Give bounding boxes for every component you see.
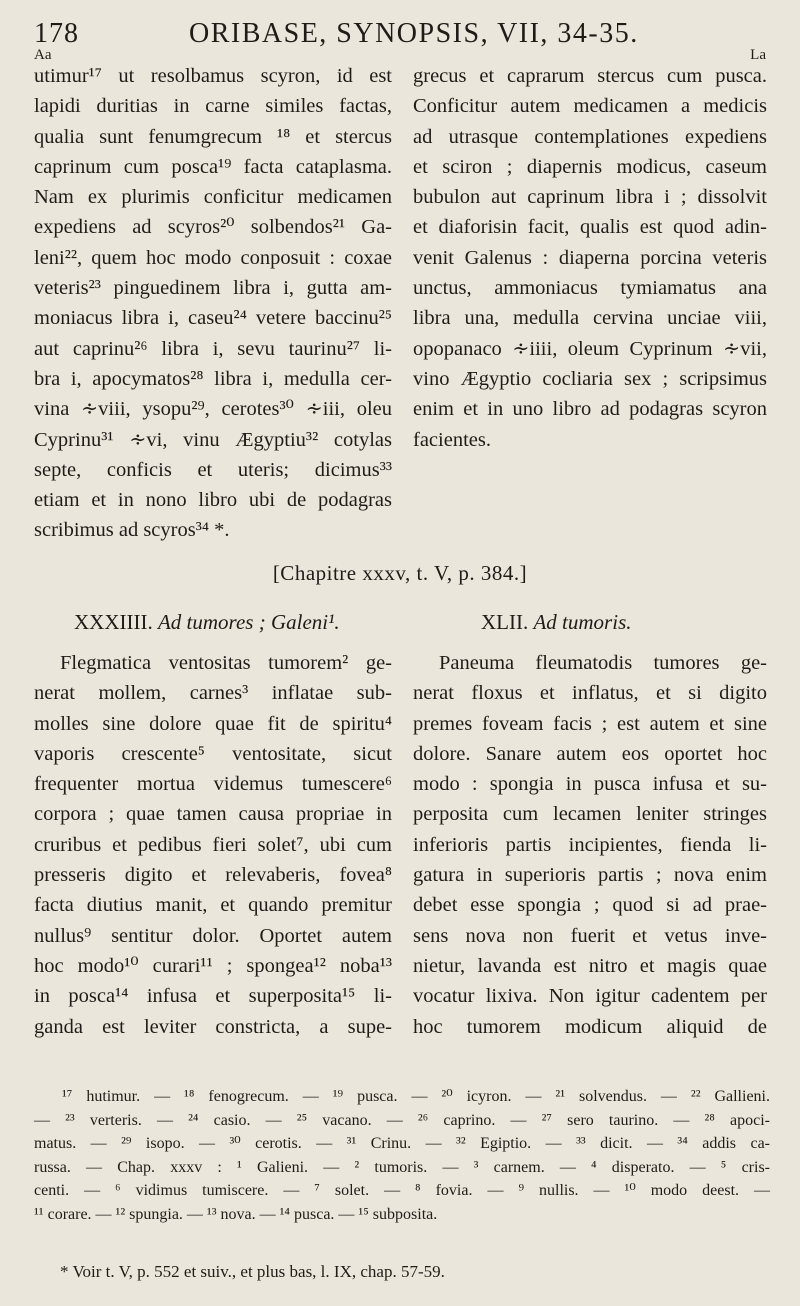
text-line: Flegmatica ventositas tumorem² ge- <box>60 652 392 674</box>
text-line: ganda est leviter constricta, a supe- <box>34 1015 392 1038</box>
text-line: Nam ex plurimis conficitur medicamen <box>34 186 392 209</box>
text-line: aut caprinu²⁶ libra i, sevu taurinu²⁷ li- <box>34 337 392 360</box>
text-line: vocatur lixiva. Non igitur cadentem per <box>413 985 767 1008</box>
text-line: in posca¹⁴ infusa et superposita¹⁵ li- <box>34 985 392 1008</box>
text-line: leni²², quem hoc modo conposuit : coxae <box>34 246 392 269</box>
page-header <box>34 14 770 54</box>
text-line: Paneuma fleumatodis tumores ge- <box>439 652 767 674</box>
note-line: centi. — ⁶ vidimus tumiscere. — ⁷ solet. — ⁸ fovia. — ⁹ nullis. — ¹⁰ modo deest. — <box>34 1182 770 1200</box>
text-line: facta diutius manit, et quando premitur <box>34 894 392 917</box>
page-number: 178 <box>34 18 79 49</box>
text-line: gatura in superioris partis ; nova enim <box>413 864 767 887</box>
note-line: russa. — Chap. xxxv : ¹ Galieni. — ² tumoris. — ³ carnem. — ⁴ disperato. — ⁵ cris- <box>34 1158 770 1176</box>
text-line: hoc modo¹⁰ curari¹¹ ; spongea¹² noba¹³ <box>34 954 392 977</box>
left-section-title: Ad tumores ; Galeni¹. <box>157 610 340 634</box>
text-line: etiam et in nono libro ubi de podagras <box>34 489 392 512</box>
bottom-right-column <box>413 648 767 1042</box>
text-line: debet esse spongia ; quod si ad prae- <box>413 894 767 917</box>
note-line: matus. — ²⁹ isopo. — ³⁰ cerotis. — ³¹ Crinu. — ³² Egiptio. — ³³ dicit. — ³⁴ addis ca- <box>34 1135 770 1153</box>
text-line: qualia sunt fenumgrecum ¹⁸ et stercus <box>34 125 392 148</box>
note-line: ¹⁷ hutimur. — ¹⁸ fenogrecum. — ¹⁹ pusca. — ²⁰ icyron. — ²¹ solvendus. — ²² Gallieni. <box>62 1088 770 1105</box>
top-right-column <box>413 61 767 455</box>
text-line: septe, conficis et uteris; dicimus³³ <box>34 458 392 481</box>
text-line: caprinum cum posca¹⁹ facta cataplasma. <box>34 155 392 178</box>
text-line: frequenter mortua videmus tumescere⁶ <box>34 773 392 796</box>
text-line: ad utrasque contemplationes expediens <box>413 125 767 148</box>
footnote: * Voir t. V, p. 552 et suiv., et plus bas, l. IX, chap. 57-59. <box>60 1262 445 1281</box>
text-line: enim et in uno libro ad podagras scyron <box>413 398 767 421</box>
note-line: — ²³ verteris. — ²⁴ casio. — ²⁵ vacano. — ²⁶ caprino. — ²⁷ sero taurino. — ²⁸ apoci- <box>34 1111 770 1129</box>
text-line: dolore. Sanare autem eos oportet hoc <box>413 742 767 765</box>
text-line: opopanaco ∻iiii, oleum Cyprinum ∻vii, <box>413 337 767 360</box>
text-line: vaporis crescente⁵ ventositate, sicut <box>34 742 392 765</box>
text-line: corpora ; quae tamen causa propriae in <box>34 803 392 826</box>
note-line: ¹¹ corare. — ¹² spungia. — ¹³ nova. — ¹⁴ pusca. — ¹⁵ subposita. <box>34 1205 438 1223</box>
top-left-column <box>34 61 392 546</box>
text-line: venit Galenus : diaperna porcina veteris <box>413 246 767 269</box>
text-line: perposita cum lecamen leniter stringes <box>413 803 767 826</box>
text-line: nerat floxus et inflatus, et si digito <box>413 682 767 705</box>
right-section-number: XLII. <box>481 610 529 634</box>
right-section-title: Ad tumoris. <box>533 610 632 634</box>
apparatus-notes <box>34 1085 770 1227</box>
text-line: Cyprinu³¹ ∻vi, vinu Ægyptiu³² cotylas <box>34 428 392 451</box>
text-line: nerat mollem, carnes³ inflatae sub- <box>34 682 392 705</box>
text-line: scribimus ad scyros³⁴ *. <box>34 519 230 542</box>
text-line: facientes. <box>413 428 491 451</box>
text-line: inferioris partis incipientes, fienda li- <box>413 833 767 856</box>
text-line: molles sine dolore quae fit de spiritu⁴ <box>34 712 392 735</box>
text-line: hoc tumorem modicum aliquid de <box>413 1015 767 1038</box>
text-line: et diaforisin facit, qualis est quod adin- <box>413 216 767 239</box>
text-line: bubulon aut caprinum libra i ; dissolvit <box>413 186 767 209</box>
bottom-left-column <box>34 648 392 1042</box>
chapter-heading: [Chapitre xxxv, t. V, p. 384.] <box>272 561 528 585</box>
text-line: sens nova non fuerit et vetus inve- <box>413 924 767 947</box>
text-line: bra i, apocymatos²⁸ libra i, medulla cer- <box>34 367 392 390</box>
text-line: vino Ægyptio cocliaria sex ; scripsimus <box>413 367 767 390</box>
left-column-tag: Aa <box>34 47 52 63</box>
right-column-tag: La <box>750 47 766 63</box>
text-line: expediens ad scyros²⁰ solbendos²¹ Ga- <box>34 216 392 239</box>
text-line: vina ∻viii, ysopu²⁹, cerotes³⁰ ∻iii, oleu <box>34 398 392 421</box>
text-line: unctus, ammoniacus tymiamatus ana <box>413 277 767 300</box>
text-line: moniacus libra i, caseu²⁴ vetere baccinu²⁵ <box>34 307 392 330</box>
text-line: grecus et caprarum stercus cum pusca. <box>413 65 767 87</box>
text-line: Conficitur autem medicamen a medicis <box>413 95 767 118</box>
text-line: veteris²³ pinguedinem libra i, gutta am- <box>34 277 392 300</box>
text-line: cruribus et pedibus fieri solet⁷, ubi cum <box>34 833 392 856</box>
right-section-heading <box>481 610 632 635</box>
text-line: et sciron ; diapernis modicus, caseum <box>413 155 767 178</box>
text-line: libra una, medulla cervina unciae viii, <box>413 307 767 330</box>
text-line: presseris digito et relevaberis, fovea⁸ <box>34 864 392 887</box>
text-line: lapidi duritias in carne similes factas, <box>34 95 392 118</box>
left-section-number: XXXIIII. <box>74 610 153 634</box>
left-section-heading <box>74 610 340 635</box>
text-line: utimur¹⁷ ut resolbamus scyron, id est <box>34 65 392 87</box>
text-line: nietur, lavanda est nitro et magis quae <box>413 954 767 977</box>
text-line: modo : spongia in pusca infusa et su- <box>413 773 767 796</box>
text-line: nullus⁹ sentitur dolor. Oportet autem <box>34 924 392 947</box>
text-line: premes foveam facis ; est autem et sine <box>413 712 767 735</box>
running-title: ORIBASE, SYNOPSIS, VII, 34-35. <box>189 18 639 49</box>
